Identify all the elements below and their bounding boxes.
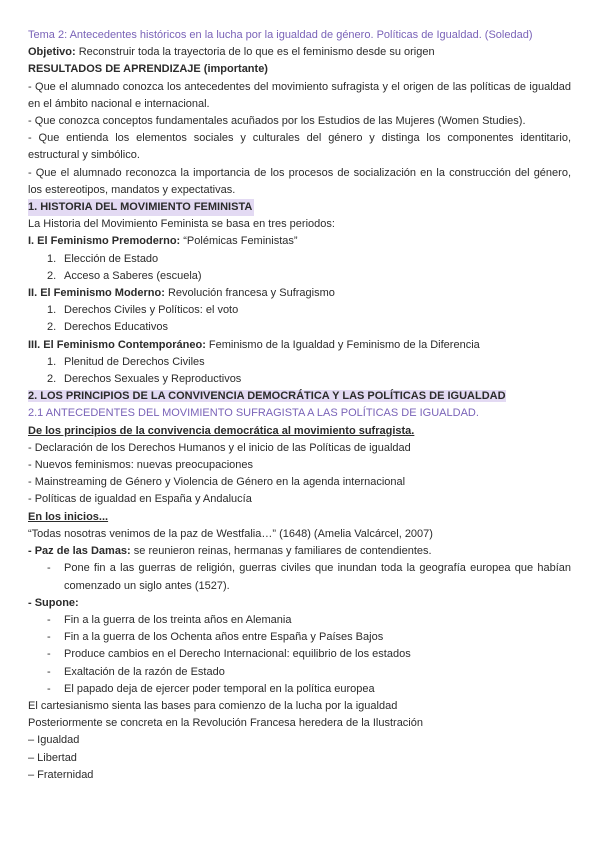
learning-result: - Que entienda los elementos sociales y culturales del género y distinga los componentes identitario, estructural y simbólico. [28,132,571,162]
learning-result: - Que conozca conceptos fundamentales acuñados por los Estudios de las Mujeres (Women Studies). [28,115,526,128]
list-item: - El papado deja de ejercer poder temporal en la política europea [47,682,375,695]
inicios-heading: En los inicios... [28,510,109,523]
westfalia-quote: “Todas nosotras venimos de la paz de Westfalia…” (1648) (Amelia Valcárcel, 2007) [28,527,433,540]
period-2 [28,285,571,302]
objective-label: Objetivo: [28,46,76,59]
closing-line: Posteriormente se concreta en la Revolución Francesa heredera de la Ilustración [28,717,423,730]
list-item: - Fin a la guerra de los treinta años en Alemania [47,613,292,626]
supone-list [28,612,571,698]
period-2-list [28,302,571,336]
list-item: 2. Acceso a Saberes (escuela) [47,269,202,282]
section2-subheading: 2.1 ANTECEDENTES DEL MOVIMIENTO SUFRAGISTA A LAS POLÍTICAS DE IGUALDAD. [28,407,479,420]
period-label: I. El Feminismo Premoderno: [28,235,181,248]
topic-list-item: - Políticas de igualdad en España y Andalucía [28,493,252,506]
period-label: II. El Feminismo Moderno: [28,287,165,300]
topic-list-item: - Declaración de los Derechos Humanos y el inicio de las Políticas de igualdad [28,441,411,454]
learning-result: - Que el alumnado conozca los antecedentes del movimiento sufragista y el origen de las políticas de igualdad en el ámbito nacional e internacional. [28,80,571,110]
list-item: 2. Derechos Sexuales y Reproductivos [47,373,242,386]
period-3 [28,337,571,354]
closing-line: – Fraternidad [28,768,94,781]
learning-result: - Que el alumnado reconozca la importancia de los procesos de socialización en la construcción del género, los estereotipos, mandatos y expectativas. [28,166,571,196]
period-label: III. El Feminismo Contemporáneo: [28,338,206,351]
supone-label: - Supone: [28,596,79,609]
paz-label: - Paz de las Damas: [28,545,131,558]
list-item: - Exaltación de la razón de Estado [47,665,225,678]
closing-line: El cartesianismo sienta las bases para comienzo de la lucha por la igualdad [28,699,398,712]
objective-text: Reconstruir toda la trayectoria de lo que es el feminismo desde su origen [75,46,435,59]
period-1 [28,233,571,250]
principles-heading: De los principios de la convivencia democrática al movimiento sufragista. [28,424,415,437]
topic-list-item: - Mainstreaming de Género y Violencia de Género en la agenda internacional [28,476,406,489]
paz-text: se reunieron reinas, hermanas y familiares de contendientes. [130,545,432,558]
period-text: “Polémicas Feministas” [180,235,298,248]
paz-line [28,543,571,560]
list-item: - Fin a la guerra de los Ochenta años entre España y Países Bajos [47,631,384,644]
list-item: - Produce cambios en el Derecho Internacional: equilibrio de los estados [47,648,411,661]
closing-line: – Libertad [28,751,77,764]
period-3-list [28,354,571,388]
objective-line [28,44,571,61]
document-page [28,27,571,784]
list-item: 1. Derechos Civiles y Políticos: el voto [47,304,239,317]
list-item: 1. Plenitud de Derechos Civiles [47,355,205,368]
paz-list [28,560,571,594]
period-text: Revolución francesa y Sufragismo [164,287,335,300]
section2-heading: 2. LOS PRINCIPIOS DE LA CONVIVENCIA DEMOCRÁTICA Y LAS POLÍTICAS DE IGUALDAD [28,390,506,403]
learning-results-heading: RESULTADOS DE APRENDIZAJE (importante) [28,63,268,76]
topic-title: Tema 2: Antecedentes históricos en la lucha por la igualdad de género. Políticas de Igualdad. (Soledad) [28,29,533,41]
period-text: Feminismo de la Igualdad y Feminismo de la Diferencia [205,338,480,351]
list-item: 1. Elección de Estado [47,252,159,265]
section1-intro: La Historia del Movimiento Feminista se basa en tres periodos: [28,218,335,231]
topic-list-item: - Nuevos feminismos: nuevas preocupaciones [28,459,254,472]
section1-heading: 1. HISTORIA DEL MOVIMIENTO FEMINISTA [28,199,254,216]
period-1-list [28,251,571,285]
closing-line: – Igualdad [28,734,80,747]
list-item: - Pone fin a las guerras de religión, guerras civiles que inundan toda la geografía europea que habían comenzado un siglo antes (1527). [47,562,571,592]
list-item: 2. Derechos Educativos [47,321,168,334]
